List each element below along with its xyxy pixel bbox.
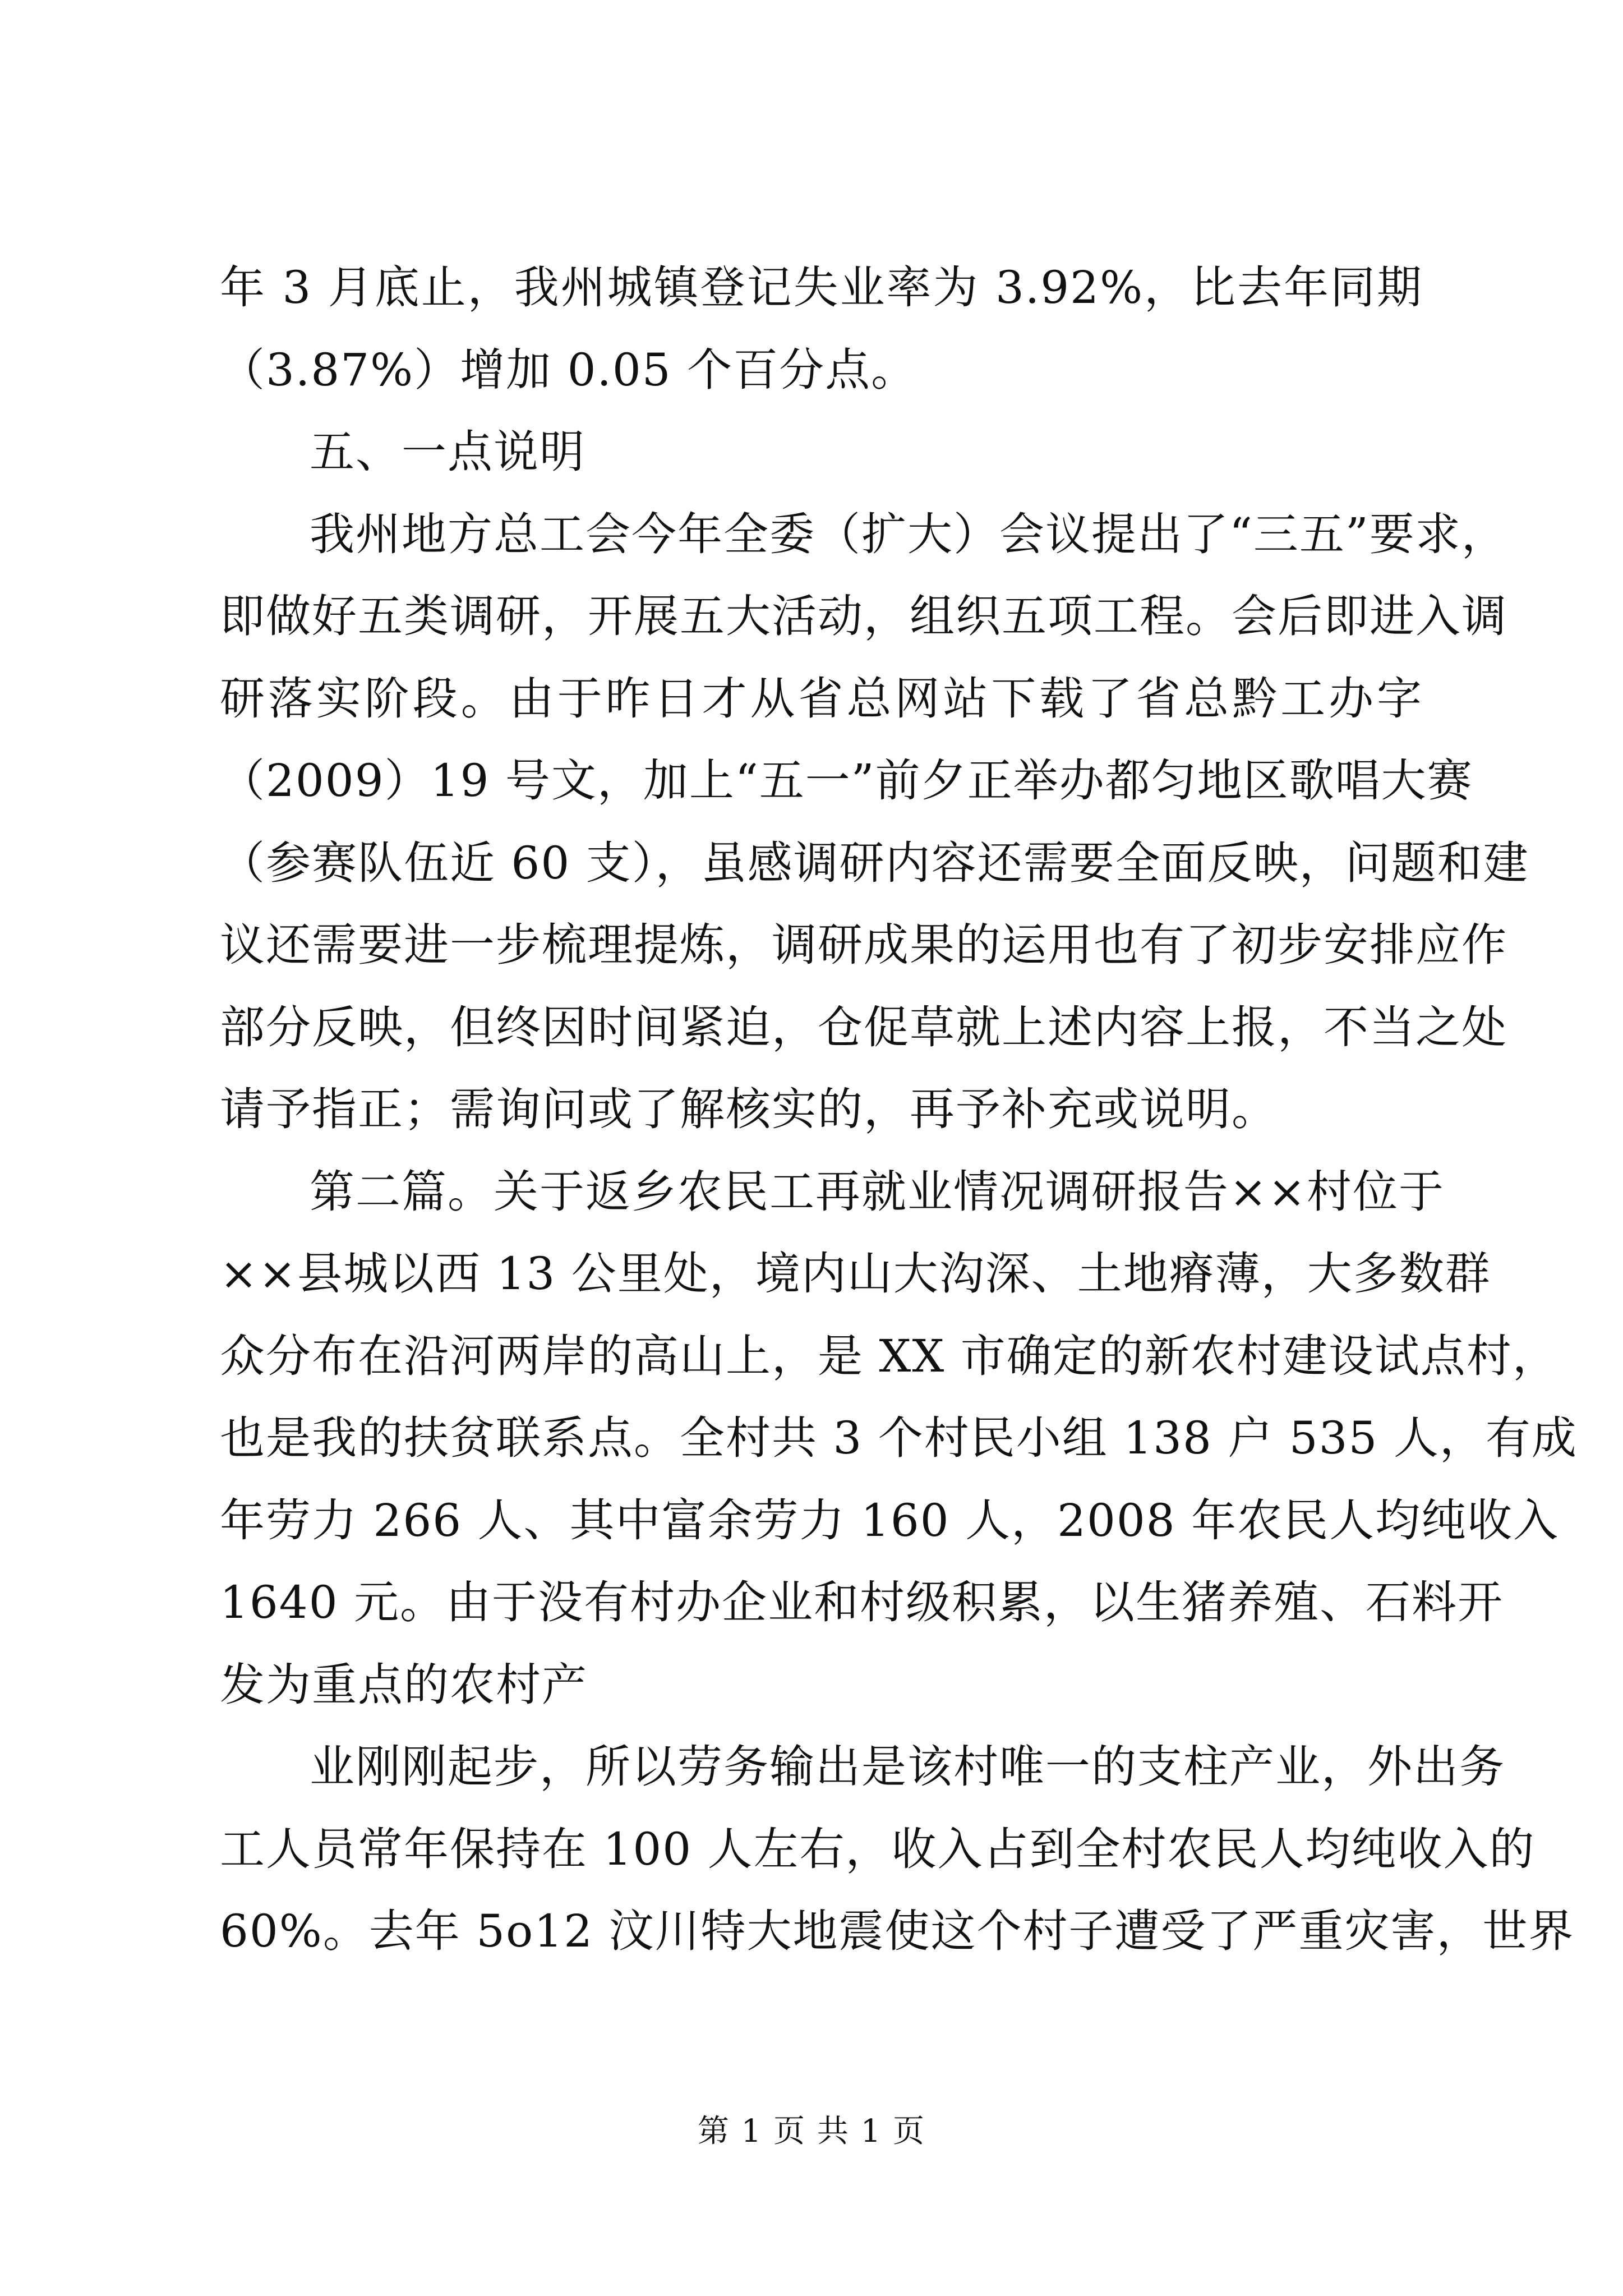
text-line: 年劳力 266 人、其中富余劳力 160 人，2008 年农民人均纯收入 — [220, 1494, 1560, 1547]
text-line: 也是我的扶贫联系点。全村共 3 个村民小组 138 户 535 人，有成 — [220, 1412, 1578, 1464]
text-line: 业刚刚起步，所以劳务输出是该村唯一的支柱产业，外出务 — [310, 1741, 1505, 1793]
text-line: 1640 元。由于没有村办企业和村级积累，以生猪养殖、石料开 — [220, 1576, 1504, 1628]
page-footer — [0, 2106, 1623, 2151]
document-body — [220, 247, 1578, 1973]
page-number: 第 1 页 共 1 页 — [697, 2113, 926, 2150]
text-line: （2009）19 号文，加上“五一”前夕正举办都匀地区歌唱大赛 — [220, 754, 1473, 807]
text-line: 部分反映，但终因时间紧迫，仓促草就上述内容上报，不当之处 — [220, 1001, 1507, 1053]
text-line: 我州地方总工会今年全委（扩大）会议提出了“三五”要求， — [310, 508, 1507, 560]
text-line: 年 3 月底止，我州城镇登记失业率为 3.92%，比去年同期 — [220, 261, 1423, 314]
text-line: 60%。去年 5o12 汶川特大地震使这个村子遭受了严重灾害，世界 — [220, 1905, 1575, 1957]
section-heading: 五、一点说明 — [310, 426, 585, 478]
text-line: 工人员常年保持在 100 人左右，收入占到全村农民人均纯收入的 — [220, 1823, 1536, 1875]
text-line: ××县城以西 13 公里处，境内山大沟深、土地瘠薄，大多数群 — [220, 1248, 1491, 1300]
text-line: 即做好五类调研，开展五大活动，组织五项工程。会后即进入调 — [220, 590, 1507, 642]
text-line: （3.87%）增加 0.05 个百分点。 — [220, 343, 917, 396]
text-line: （参赛队伍近 60 支），虽感调研内容还需要全面反映，问题和建 — [220, 836, 1529, 889]
text-line: 发为重点的农村产 — [220, 1658, 588, 1711]
text-line: 请予指正；需询问或了解核实的，再予补充或说明。 — [220, 1083, 1278, 1135]
text-line: 议还需要进一步梳理提炼，调研成果的运用也有了初步安排应作 — [220, 919, 1507, 971]
text-line: 研落实阶段。由于昨日才从省总网站下载了省总黔工办字 — [220, 672, 1423, 725]
text-line: 第二篇。关于返乡农民工再就业情况调研报告××村位于 — [310, 1165, 1445, 1218]
text-line: 众分布在沿河两岸的高山上，是 XX 市确定的新农村建设试点村， — [220, 1329, 1559, 1382]
